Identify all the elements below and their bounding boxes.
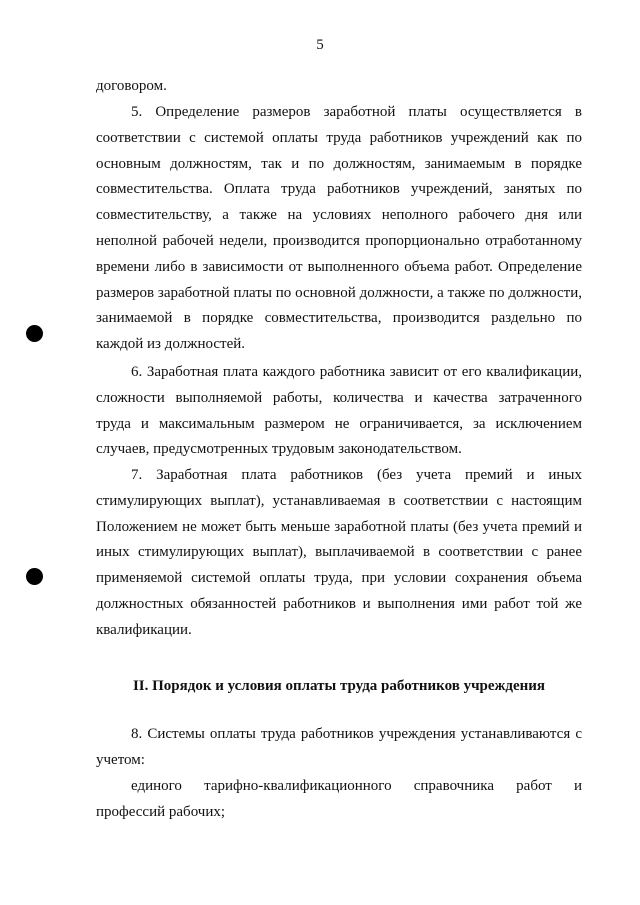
text-line: должностных обязанностей работников и выполнения ими работ той же: [96, 595, 582, 612]
text-line: 7. Заработная плата работников (без учета премий и иных: [131, 467, 582, 483]
paragraph-8: [96, 722, 582, 774]
paragraph-continuation: [96, 74, 582, 100]
text-line: единого тарифно-квалификационного справочника работ и: [131, 778, 582, 794]
text-line: договором.: [96, 78, 167, 94]
text-line: Положением не может быть меньше заработной платы (без учета премий и: [96, 518, 582, 535]
paragraph-6: [96, 360, 582, 463]
text-line: совместительства. Оплата труда работников учреждений, занятых по: [96, 181, 582, 198]
text-line: основным должностям, так и по должностям, занимаемым в порядке: [96, 155, 582, 172]
text-line: случаев, предусмотренных трудовым законодательством.: [96, 441, 462, 458]
text-line: учетом:: [96, 751, 145, 768]
paragraph-5: [96, 100, 582, 358]
text-line: 6. Заработная плата каждого работника зависит от его квалификации,: [131, 364, 582, 380]
text-line: применяемой системой оплаты труда, при условии сохранения объема: [96, 570, 582, 587]
paragraph-8-item: [96, 774, 582, 826]
text-line: квалификации.: [96, 621, 192, 638]
page-number: 5: [316, 37, 324, 53]
text-line: сложности выполняемой работы, количества и качества затраченного: [96, 389, 582, 406]
text-line: иных стимулирующих выплат), выплачиваемой в соответствии с ранее: [96, 544, 582, 561]
text-line: времени либо в зависимости от выполненного объема работ. Определение: [96, 258, 582, 275]
punch-hole-mark: [26, 325, 43, 342]
punch-hole-mark: [26, 568, 43, 585]
text-line: стимулирующих выплат), устанавливаемая в соответствии с настоящим: [96, 492, 582, 509]
text-line: профессий рабочих;: [96, 803, 226, 820]
text-line: занимаемой в порядке совместительства, производится раздельно по: [96, 310, 582, 327]
text-line: 8. Системы оплаты труда работников учреждения устанавливаются с: [131, 726, 582, 742]
section-heading: II. Порядок и условия оплаты труда работников учреждения: [132, 678, 546, 694]
text-line: неполной рабочей недели, производится пропорционально отработанному: [96, 232, 582, 249]
text-line: 5. Определение размеров заработной платы осуществляется в: [131, 104, 582, 120]
text-line: размеров заработной платы по основной должности, а также по должности,: [96, 284, 582, 301]
text-line: труда и максимальным размером не ограничивается, за исключением: [96, 415, 582, 432]
text-line: соответствии с системой оплаты труда работников учреждений как по: [96, 129, 582, 146]
paragraph-7: [96, 463, 582, 644]
text-line: каждой из должностей.: [96, 336, 246, 353]
text-line: совместительству, а также на условиях неполного рабочего дня или: [96, 207, 582, 224]
